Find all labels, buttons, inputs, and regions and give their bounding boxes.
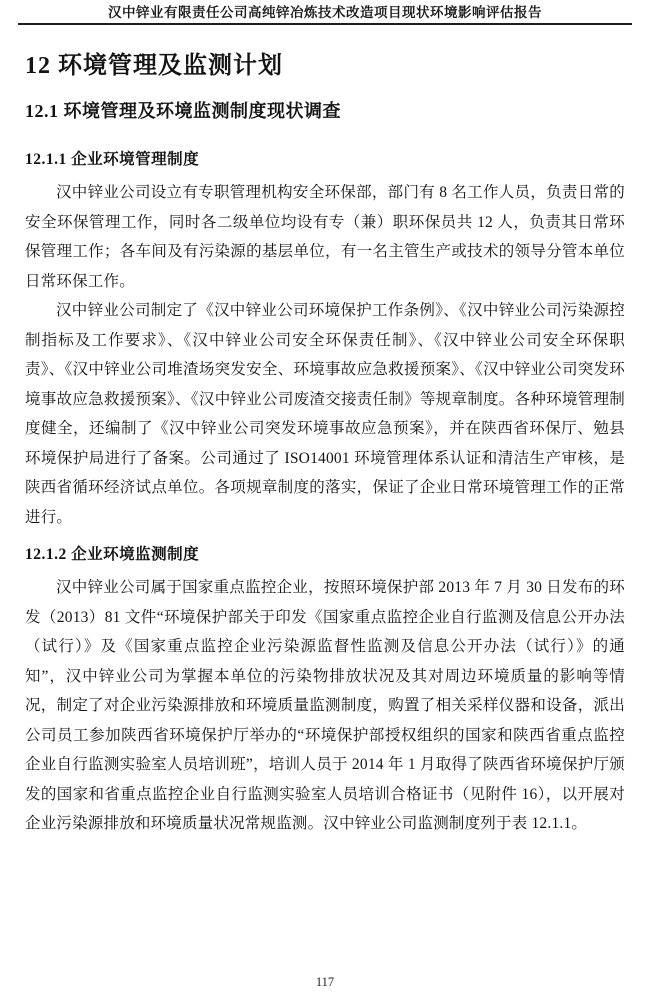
page-number: 117: [315, 975, 335, 989]
chapter-title: 12 环境管理及监测计划: [25, 53, 283, 79]
document-body: [25, 50, 625, 839]
paragraph-monitoring-system: 汉中锌业公司属于国家重点监控企业，按照环境保护部 2013 年 7 月 30 日发布的环发（2013）81 文件“环境保护部关于印发《国家重点监控企业自行监测及信息公开办法（试行）》及《国家重点监控企业污染源监督性监测及信息公开办法（试行）》的通知”，汉中锌业公司为掌握本单位的污染物排放状况及其对周边环境质量的影响等情况，制定了对企业污染源排放和环境质量监测制度，购置了相关采样仪器和设备，派出公司员工参加陕西省环境保护厅举办的“环境保护部授权组织的国家和陕西省重点监控企业自行监测实验室人员培训班”，培训人员于 2014 年 1 月取得了陕西省环境保护厅颁发的国家和省重点监控企业自行监测实验室人员培训合格证书（见附件 16），以开展对企业污染源排放和环境质量状况常规监测。汉中锌业公司监测制度列于表 12.1.1。: [25, 579, 625, 832]
subsection-title-monitoring: 12.1.2 企业环境监测制度: [25, 546, 200, 563]
paragraph-management-rules: 汉中锌业公司制定了《汉中锌业公司环境保护工作条例》、《汉中锌业公司污染源控制指标及工作要求》、《汉中锌业公司安全环保责任制》、《汉中锌业公司安全环保职责》、《汉中锌业公司堆渣场突发安全、环境事故应急救援预案》、《汉中锌业公司突发环境事故应急救援预案》、《汉中锌业公司废渣交接责任制》等规章制度。各种环境管理制度健全，还编制了《汉中锌业公司突发环境事故应急预案》，并在陕西省环保厅、勉县环境保护局进行了备案。公司通过了 ISO14001 环境管理体系认证和清洁生产审核，是陕西省循环经济试点单位。各项规章制度的落实，保证了企业日常环境管理工作的正常进行。: [25, 302, 625, 526]
section-title: 12.1 环境管理及环境监测制度现状调查: [25, 101, 341, 121]
running-head-title: 汉中锌业有限责任公司高纯锌冶炼技术改造项目现状环境影响评估报告: [108, 5, 542, 20]
paragraph-management-staff: 汉中锌业公司设立有专职管理机构安全环保部，部门有 8 名工作人员，负责日常的安全环保管理工作，同时各二级单位均设有专（兼）职环保员共 12 人，负责其日常环保管理工作；各车间及有污染源的基层单位，有一名主管生产或技术的领导分管本单位日常环保工作。: [25, 184, 625, 290]
page-header: [0, 0, 650, 25]
subsection-title-management: 12.1.1 企业环境管理制度: [25, 151, 200, 168]
header-divider: [18, 23, 632, 25]
